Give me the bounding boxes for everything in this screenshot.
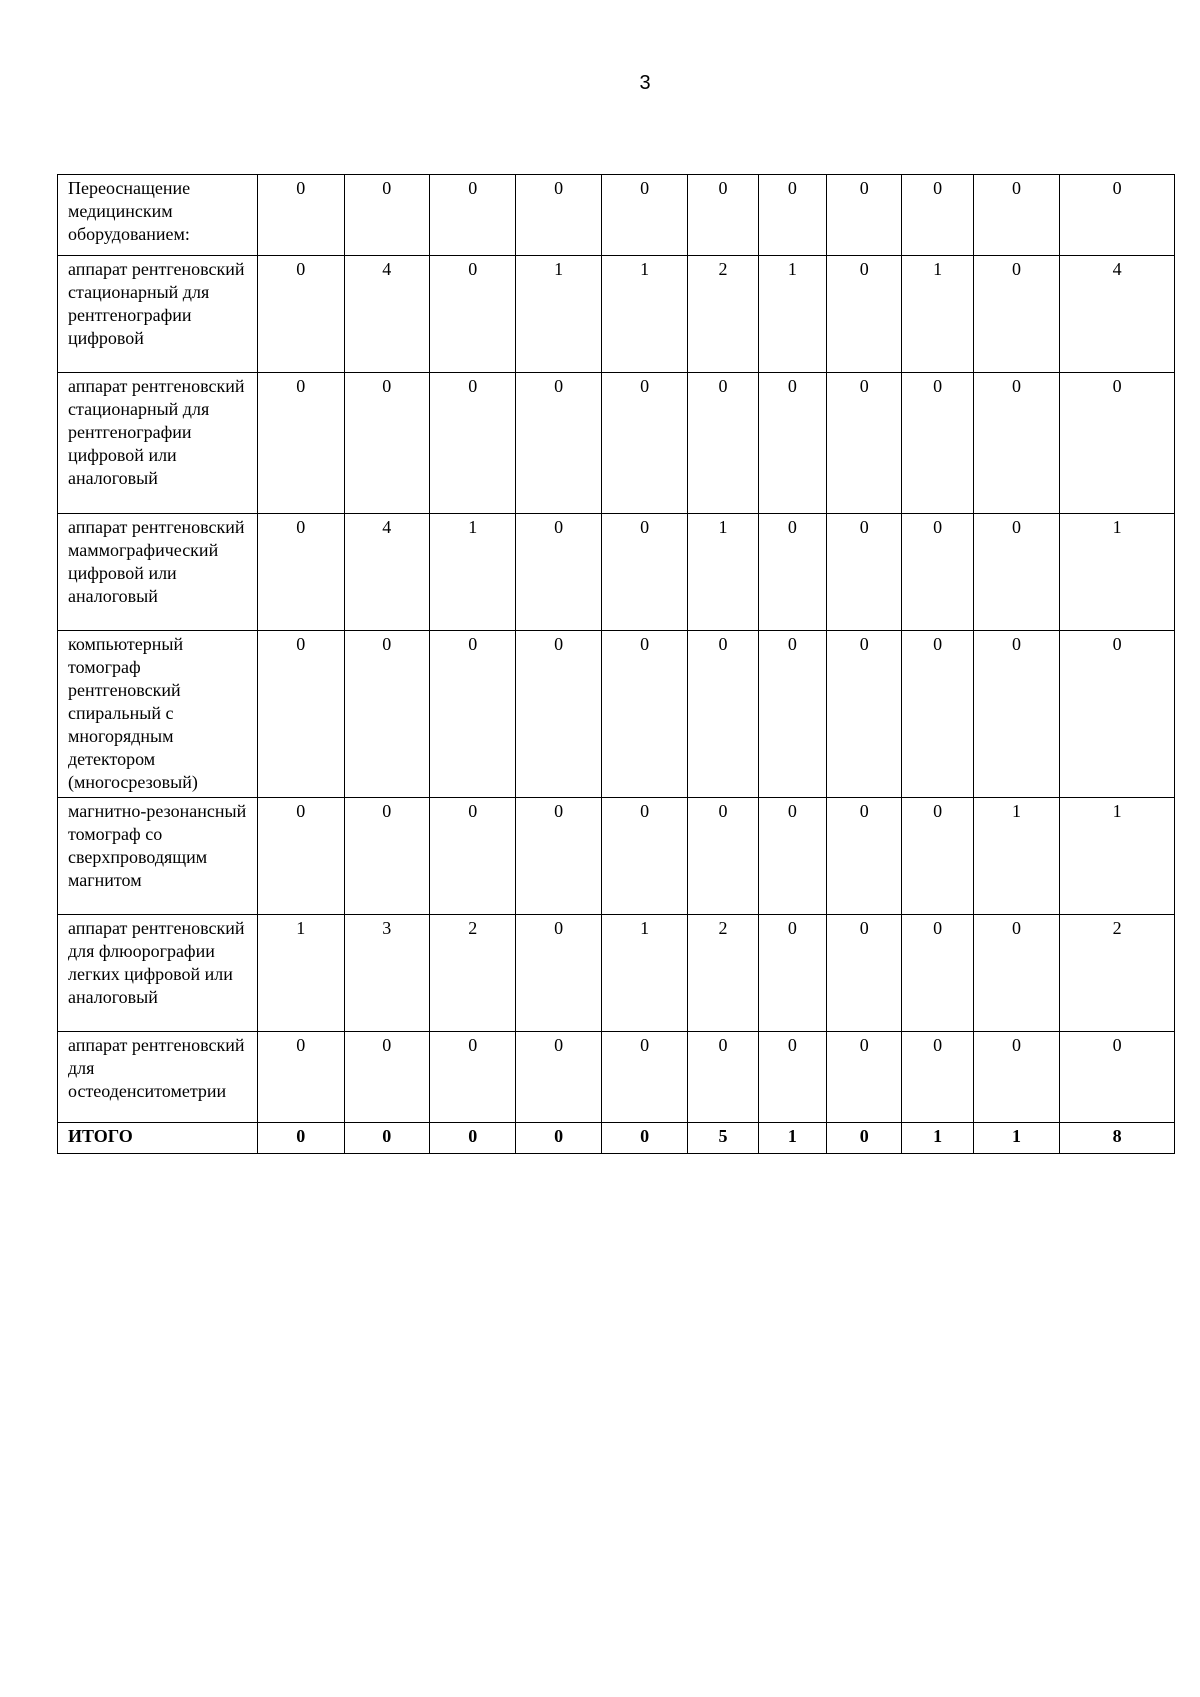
row-label: аппарат рентгеновский стационарный для рентгенографии цифровой — [58, 256, 258, 373]
table-cell: 0 — [902, 631, 973, 798]
table-cell: 0 — [902, 798, 973, 915]
table-cell: 0 — [688, 631, 758, 798]
table-cell: 0 — [429, 798, 515, 915]
total-cell: 0 — [429, 1123, 515, 1154]
table-cell: 0 — [258, 514, 344, 631]
table-cell: 0 — [827, 631, 902, 798]
table-cell: 0 — [973, 175, 1059, 256]
table-cell: 4 — [1060, 256, 1175, 373]
table-cell: 0 — [429, 175, 515, 256]
table-cell: 0 — [601, 631, 687, 798]
table-cell: 3 — [344, 915, 429, 1032]
total-cell: 1 — [758, 1123, 826, 1154]
table-cell: 0 — [973, 256, 1059, 373]
table-row — [58, 1032, 1175, 1123]
table-cell: 0 — [688, 175, 758, 256]
row-label: аппарат рентгеновский для остеоденситометрии — [58, 1032, 258, 1123]
table-cell: 0 — [601, 514, 687, 631]
table-cell: 0 — [827, 514, 902, 631]
table-cell: 0 — [1060, 373, 1175, 514]
table-row — [58, 373, 1175, 514]
table-row — [58, 256, 1175, 373]
total-cell: 5 — [688, 1123, 758, 1154]
table-cell: 0 — [688, 798, 758, 915]
table-cell: 2 — [429, 915, 515, 1032]
total-cell: 0 — [344, 1123, 429, 1154]
table-cell: 0 — [973, 915, 1059, 1032]
total-cell: 8 — [1060, 1123, 1175, 1154]
table-cell: 0 — [688, 373, 758, 514]
table-cell: 0 — [344, 373, 429, 514]
table-cell: 0 — [344, 175, 429, 256]
table-cell: 0 — [429, 256, 515, 373]
table-cell: 4 — [344, 256, 429, 373]
table-cell: 0 — [827, 1032, 902, 1123]
table-cell: 1 — [1060, 798, 1175, 915]
table-cell: 0 — [344, 631, 429, 798]
table-cell: 0 — [902, 514, 973, 631]
table-cell: 0 — [973, 514, 1059, 631]
table-cell: 0 — [758, 175, 826, 256]
row-label: аппарат рентгеновский маммографический цифровой или аналоговый — [58, 514, 258, 631]
table-cell: 2 — [688, 915, 758, 1032]
table-row — [58, 915, 1175, 1032]
row-label: аппарат рентгеновский для флюорографии легких цифровой или аналоговый — [58, 915, 258, 1032]
table-cell: 1 — [601, 915, 687, 1032]
table-row — [58, 175, 1175, 256]
table-cell: 0 — [344, 1032, 429, 1123]
table-cell: 0 — [758, 514, 826, 631]
table-cell: 0 — [758, 631, 826, 798]
table-row — [58, 798, 1175, 915]
row-label: компьютерный томограф рентгеновский спиральный с многорядным детектором (многосрезовый) — [58, 631, 258, 798]
table-cell: 0 — [827, 256, 902, 373]
table-cell: 0 — [1060, 175, 1175, 256]
table-cell: 0 — [601, 798, 687, 915]
table-cell: 2 — [1060, 915, 1175, 1032]
table-cell: 1 — [516, 256, 601, 373]
table-cell: 0 — [516, 631, 601, 798]
table-cell: 0 — [827, 175, 902, 256]
table-row — [58, 514, 1175, 631]
table-cell: 4 — [344, 514, 429, 631]
row-label: магнитно-резонансный томограф со сверхпроводящим магнитом — [58, 798, 258, 915]
table-cell: 1 — [601, 256, 687, 373]
table-cell: 1 — [758, 256, 826, 373]
table-cell: 0 — [902, 915, 973, 1032]
table-cell: 0 — [827, 798, 902, 915]
row-label: Переоснащение медицинским оборудованием: — [58, 175, 258, 256]
table-cell: 0 — [344, 798, 429, 915]
table-cell: 0 — [1060, 1032, 1175, 1123]
table-cell: 0 — [429, 1032, 515, 1123]
table-cell: 0 — [902, 1032, 973, 1123]
table-cell: 0 — [1060, 631, 1175, 798]
total-cell: 0 — [827, 1123, 902, 1154]
equipment-table — [57, 174, 1175, 1154]
table-cell: 0 — [973, 1032, 1059, 1123]
table-cell: 0 — [258, 256, 344, 373]
table-cell: 0 — [902, 373, 973, 514]
table-cell: 0 — [758, 798, 826, 915]
table-cell: 0 — [601, 175, 687, 256]
table-cell: 0 — [688, 1032, 758, 1123]
table-cell: 2 — [688, 256, 758, 373]
table-cell: 0 — [973, 631, 1059, 798]
table-cell: 1 — [429, 514, 515, 631]
table-row — [58, 631, 1175, 798]
table-cell: 0 — [516, 915, 601, 1032]
table-cell: 0 — [902, 175, 973, 256]
table-cell: 1 — [1060, 514, 1175, 631]
page-number: 3 — [639, 72, 651, 94]
table-cell: 0 — [601, 1032, 687, 1123]
table-cell: 0 — [758, 1032, 826, 1123]
table-cell: 0 — [516, 175, 601, 256]
table-cell: 0 — [516, 373, 601, 514]
table-cell: 0 — [258, 1032, 344, 1123]
table-cell: 0 — [258, 798, 344, 915]
total-cell: 0 — [601, 1123, 687, 1154]
total-cell: 1 — [973, 1123, 1059, 1154]
total-cell: 0 — [258, 1123, 344, 1154]
table-cell: 1 — [902, 256, 973, 373]
table-cell: 0 — [516, 1032, 601, 1123]
table-cell: 0 — [429, 631, 515, 798]
table-cell: 0 — [258, 631, 344, 798]
table-cell: 1 — [688, 514, 758, 631]
table-cell: 0 — [601, 373, 687, 514]
table-cell: 0 — [258, 373, 344, 514]
table-cell: 0 — [258, 175, 344, 256]
table-cell: 0 — [516, 514, 601, 631]
table-cell: 0 — [429, 373, 515, 514]
total-cell: 1 — [902, 1123, 973, 1154]
table-cell: 0 — [516, 798, 601, 915]
table-cell: 0 — [827, 373, 902, 514]
total-cell: 0 — [516, 1123, 601, 1154]
total-label: ИТОГО — [58, 1123, 258, 1154]
row-label: аппарат рентгеновский стационарный для рентгенографии цифровой или аналоговый — [58, 373, 258, 514]
table-cell: 0 — [758, 373, 826, 514]
total-row — [58, 1123, 1175, 1154]
table-cell: 1 — [258, 915, 344, 1032]
table-cell: 0 — [827, 915, 902, 1032]
table-cell: 0 — [973, 373, 1059, 514]
table-cell: 0 — [758, 915, 826, 1032]
table-cell: 1 — [973, 798, 1059, 915]
